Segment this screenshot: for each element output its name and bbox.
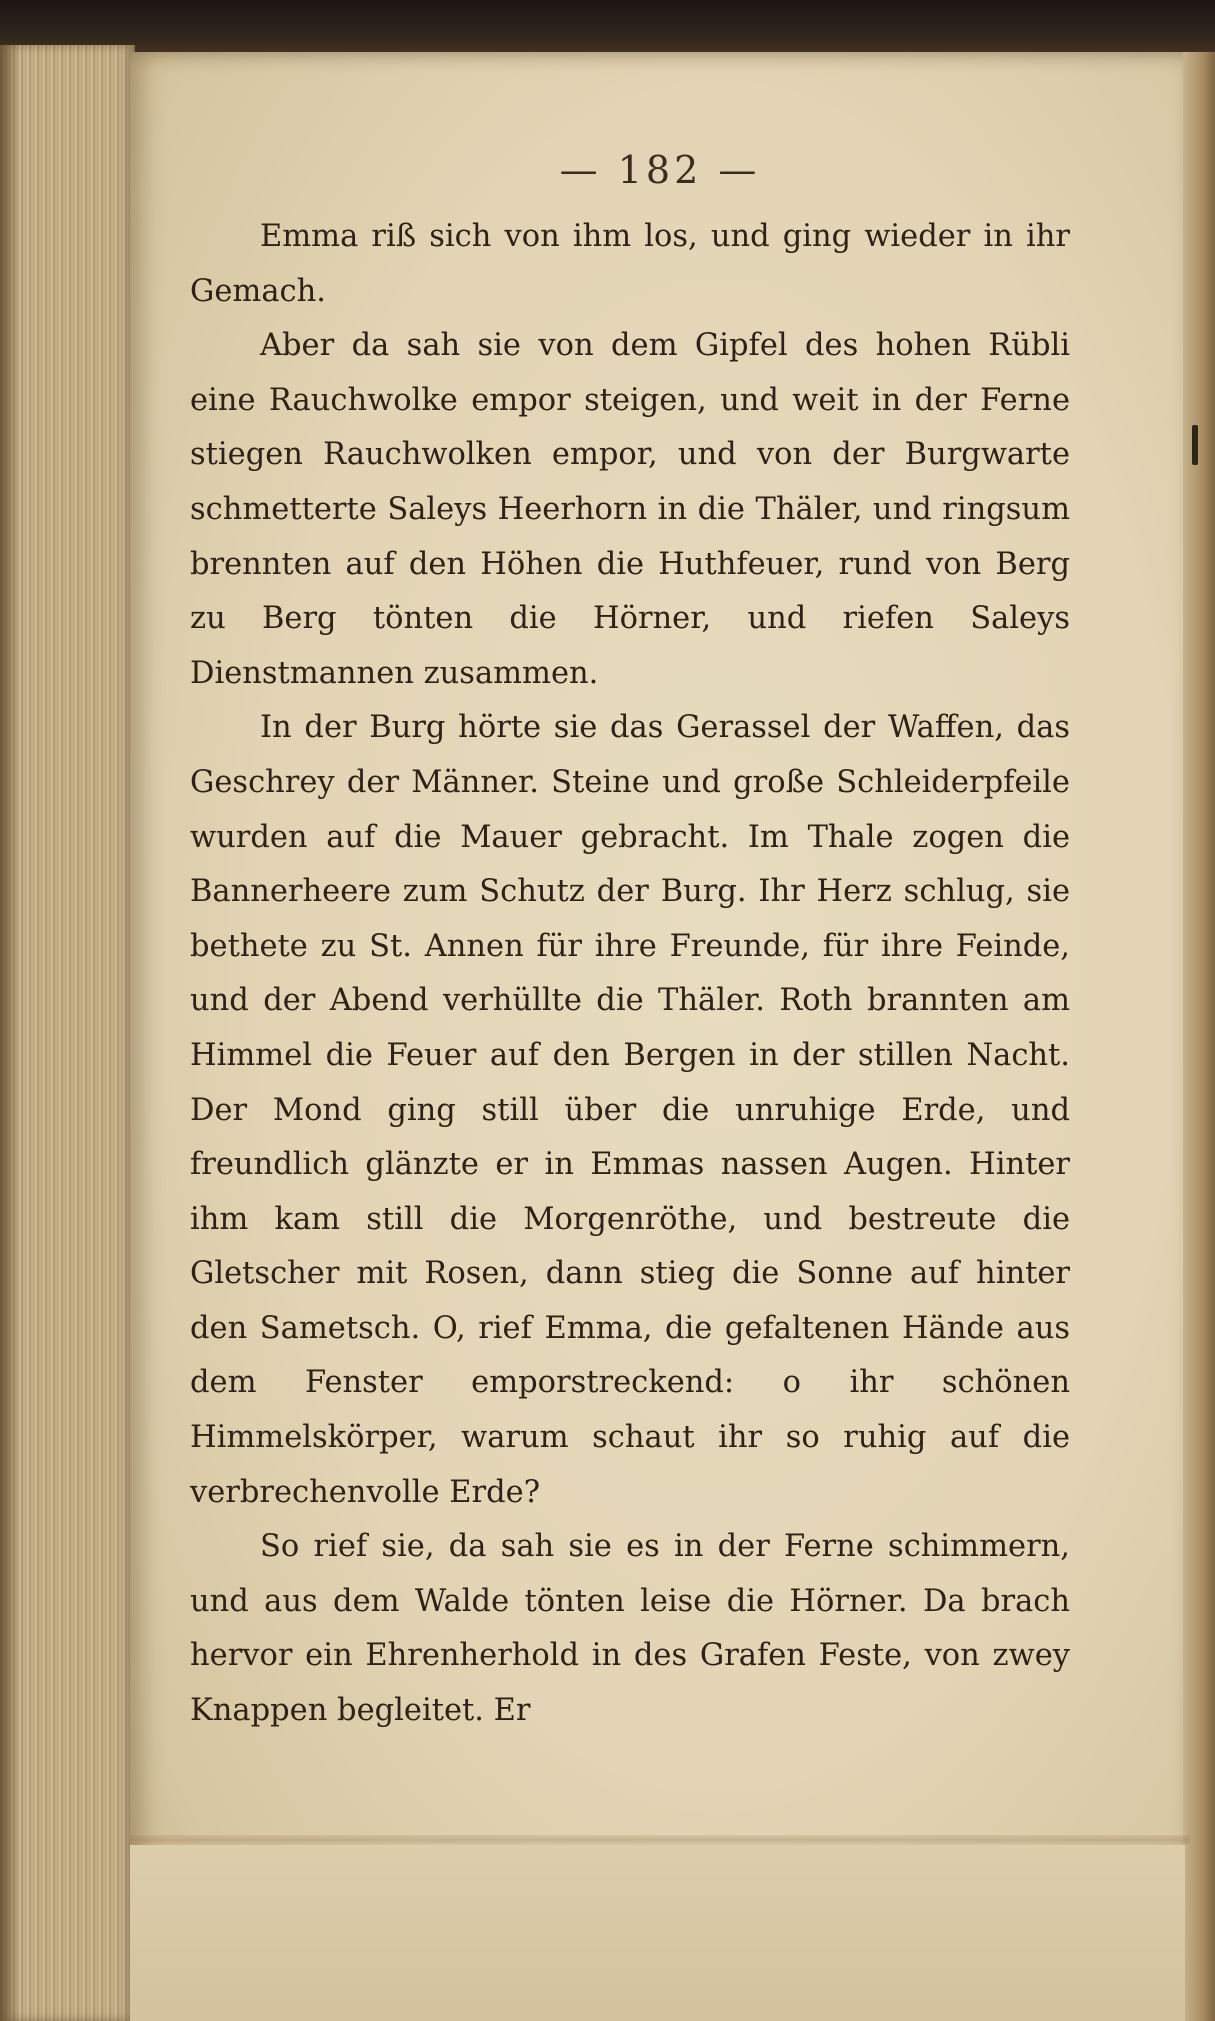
paragraph: So rief sie, da sah sie es in der Ferne schimmern, und aus dem Walde tönten leise die Hörner. Da brach hervor ein Ehrenherhold in des Grafen Feste, von zwey Knappen begleitet. Er: [190, 1529, 1070, 1729]
paragraph: In der Burg hörte sie das Gerassel der Waffen, das Geschrey der Männer. Steine und große Schleiderpfeile wurden auf die Mauer gebracht. Im Thale zogen die Bannerheere zum Schutz der Burg. Ihr Herz schlug, sie bethete zu St. Annen für ihre Freunde, für ihre Feinde, und der Abend verhüllte die Thäler. Roth brannten am Himmel die Feuer auf den Bergen in der stillen Nacht. Der Mond ging still über die unruhige Erde, und freundlich glänzte er in Emmas nassen Augen. Hinter ihm kam still die Morgenröthe, und bestreute die Gletscher mit Rosen, dann stieg die Sonne auf hinter den Sametsch. O, rief Emma, die gefaltenen Hände aus dem Fenster emporstreckend: o ihr schönen Himmelskörper, warum schaut ihr so ruhig auf die verbrechenvolle Erde?: [190, 710, 1070, 1510]
page-stack: [0, 45, 135, 2021]
stack-shadow: [0, 45, 20, 2021]
ink-mark: [1192, 425, 1198, 465]
page-fold: [130, 1835, 1190, 1845]
book-top-edge: [0, 0, 1215, 60]
paragraph: Aber da sah sie von dem Gipfel des hohen Rübli eine Rauchwolke empor steigen, und weit in der Ferne stiegen Rauchwolken empor, und von der Burgwarte schmetterte Saleys Heerhorn in die Thäler, und ringsum brennten auf den Höhen die Huthfeuer, rund von Berg zu Berg tönten die Hörner, und riefen Saleys Dienstmannen zusammen.: [190, 328, 1070, 691]
paragraph: Emma riß sich von ihm los, und ging wieder in ihr Gemach.: [190, 219, 1070, 309]
page-bottom-margin: [130, 1845, 1185, 2021]
page-number: — 182 —: [559, 148, 761, 192]
page-right-edge: [1183, 52, 1215, 2021]
body-text: [190, 210, 1070, 1739]
